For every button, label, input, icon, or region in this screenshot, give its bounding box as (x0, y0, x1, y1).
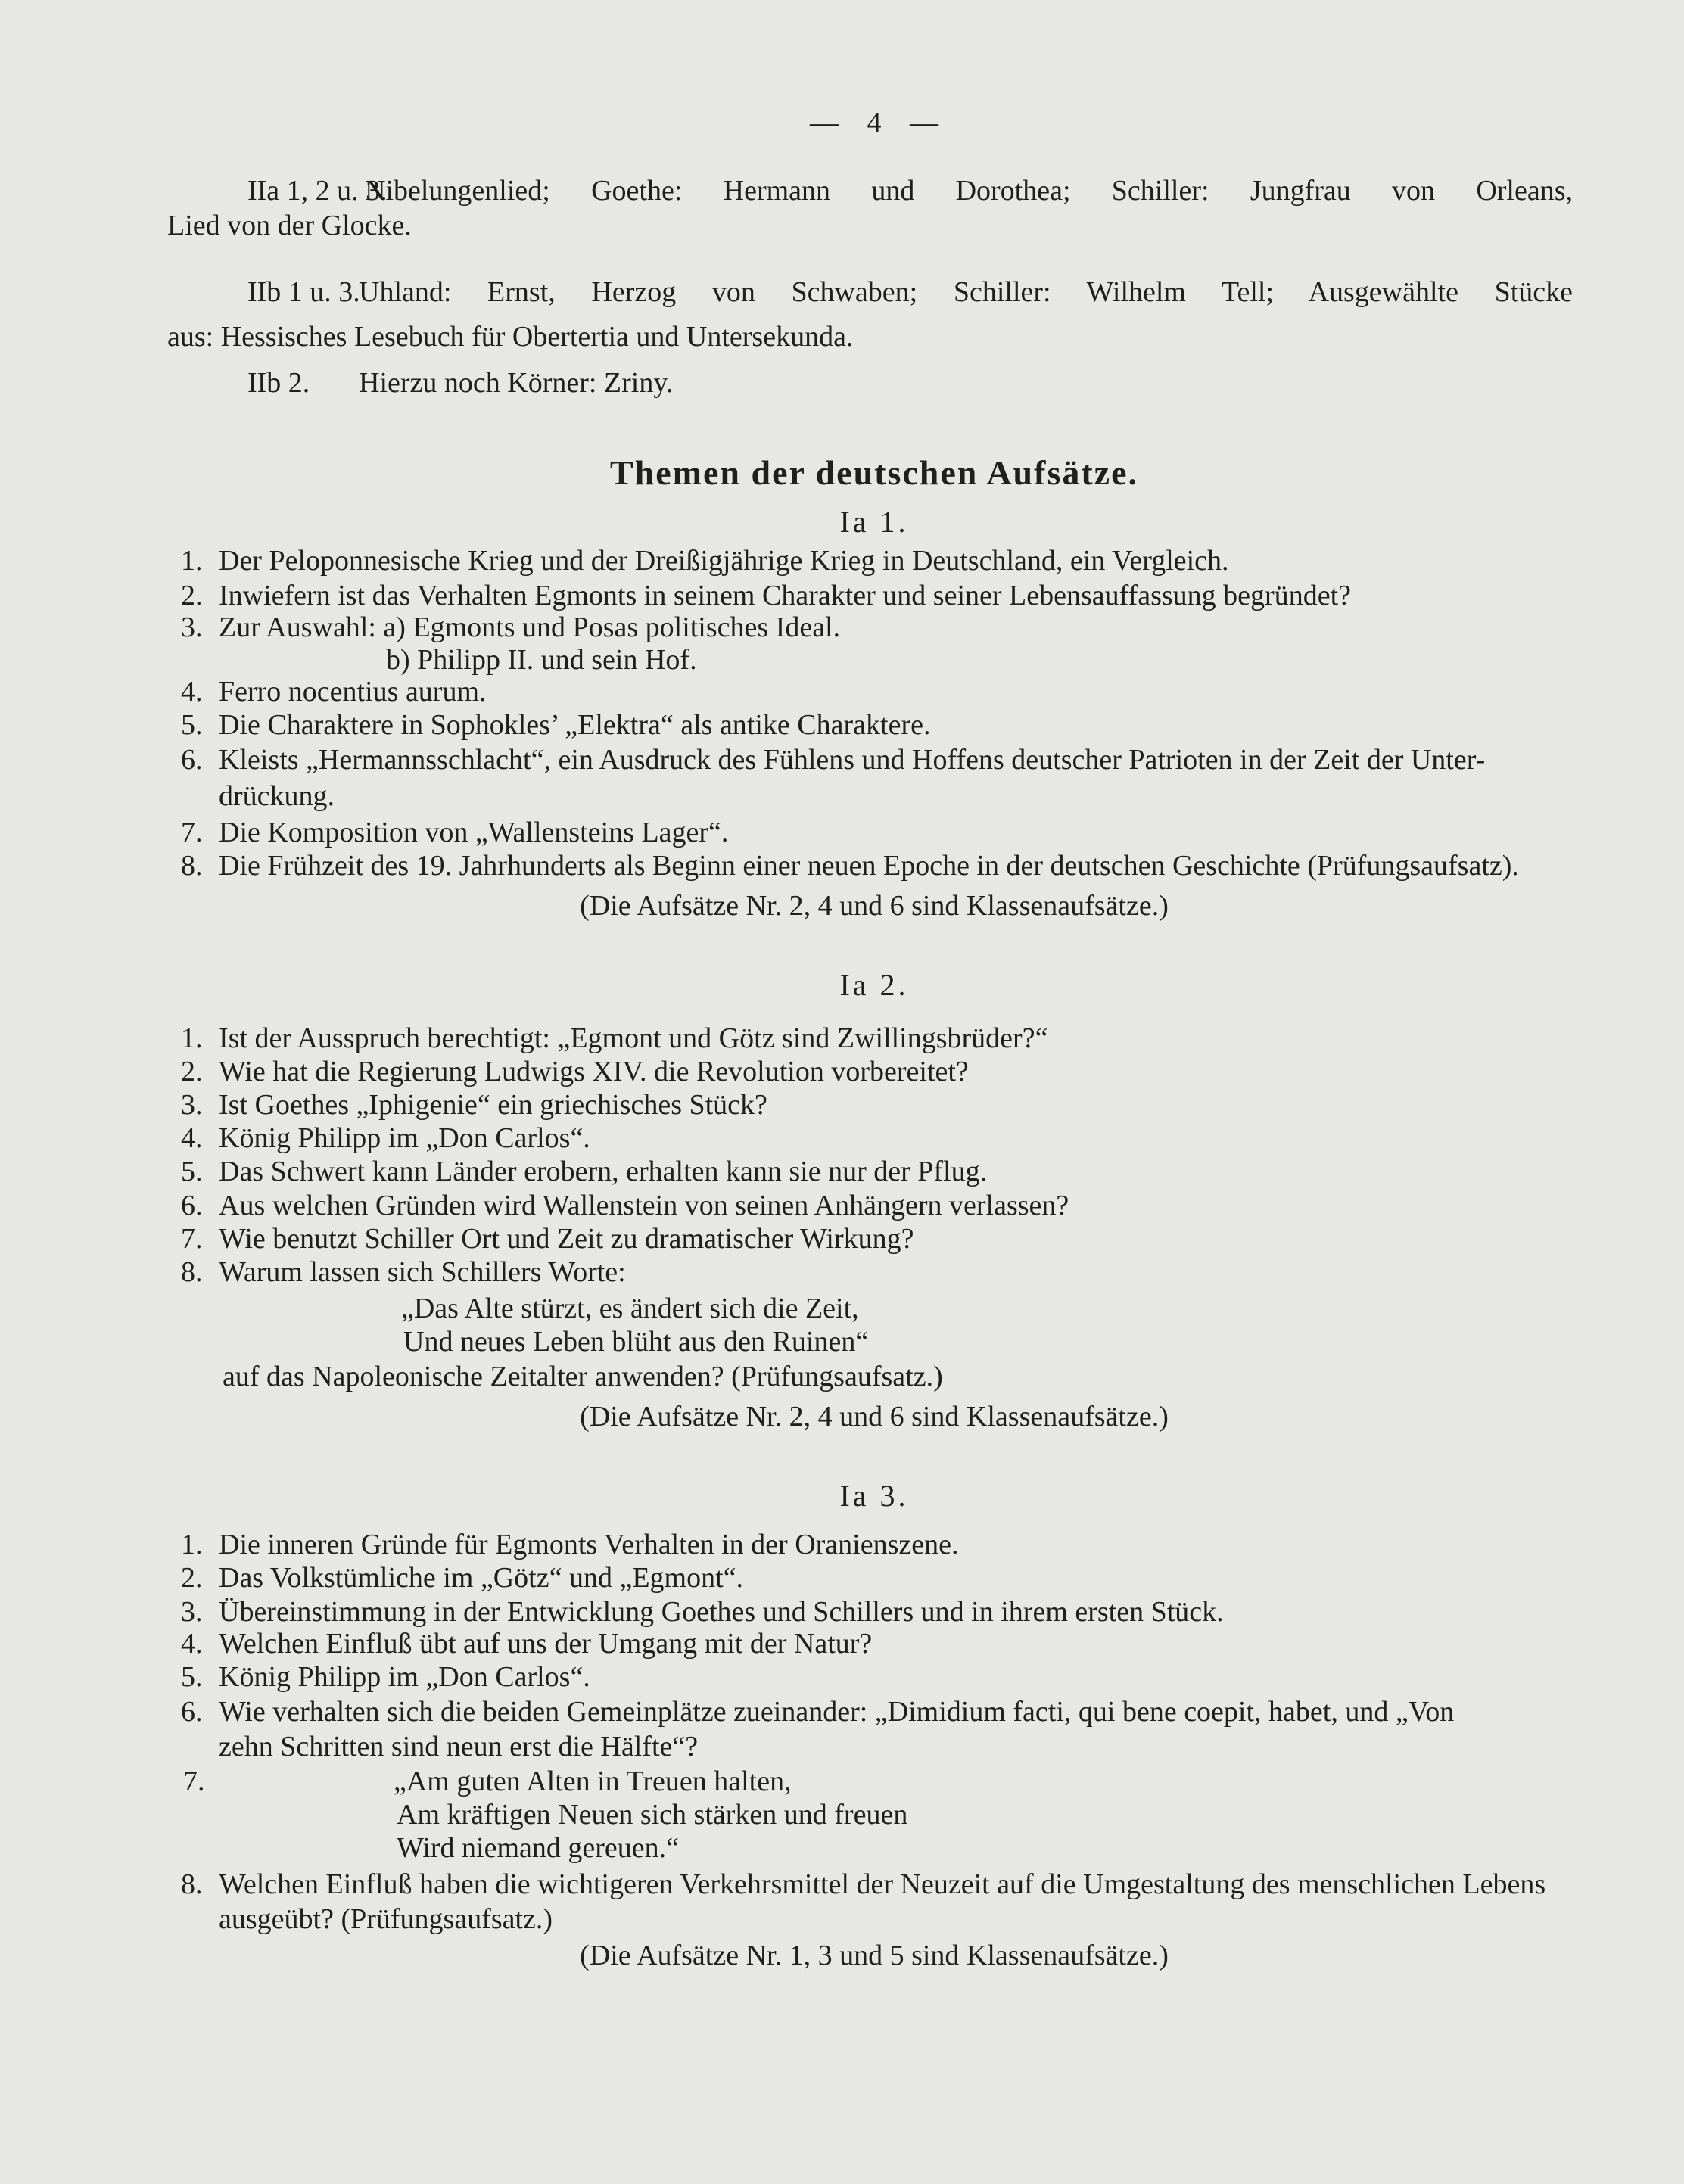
topic-text: Kleists „Hermannsschlacht“, ein Ausdruck des Fühlens und Hoffens deutscher Patrioten in der Zeit der Unter- (219, 744, 1486, 776)
topic-number: 7. (183, 1766, 205, 1797)
page-title: Themen der deutschen Aufsätze. (609, 453, 1139, 492)
quoted-verse-line: Am kräftigen Neuen sich stärken und freuen (397, 1799, 908, 1831)
topic-number: 8. (181, 1868, 203, 1900)
section-note: (Die Aufsätze Nr. 2, 4 und 6 sind Klassenaufsätze.) (580, 890, 1169, 922)
topic-text: Der Peloponnesische Krieg und der Dreißigjährige Krieg in Deutschland, ein Vergleich. (219, 545, 1229, 577)
topic-text: Die inneren Gründe für Egmonts Verhalten in der Oranienszene. (219, 1529, 959, 1560)
topic-number: 1. (181, 545, 203, 577)
topic-text: Übereinstimmung in der Entwicklung Goethes und Schillers und in ihrem ersten Stück. (219, 1596, 1224, 1628)
section-heading: Ia 2. (839, 968, 909, 1002)
topic-number: 7. (181, 817, 203, 848)
reading-label: IIb 1 u. 3. (247, 276, 360, 308)
topic-text: König Philipp im „Don Carlos“. (219, 1661, 590, 1693)
topic-text: Die Frühzeit des 19. Jahrhunderts als Beginn einer neuen Epoche in der deutschen Geschichte (Prüfungsaufsatz). (219, 850, 1519, 882)
topic-number: 8. (181, 1256, 203, 1288)
reading-text-continuation: Lied von der Glocke. (167, 210, 412, 241)
quoted-verse-line: Wird niemand gereuen.“ (397, 1832, 680, 1864)
topic-text-continuation: zehn Schritten sind neun erst die Hälfte“? (219, 1731, 699, 1762)
topic-number: 1. (181, 1022, 203, 1054)
topic-number: 8. (181, 850, 203, 882)
reading-text: Nibelungenlied; Goethe: Hermann und Dorothea; Schiller: Jungfrau von Orleans, (365, 175, 1573, 207)
topic-text: Wie hat die Regierung Ludwigs XIV. die Revolution vorbereitet? (219, 1056, 969, 1087)
topic-text: Aus welchen Gründen wird Wallenstein von seinen Anhängern verlassen? (219, 1190, 1069, 1221)
topic-text: Wie verhalten sich die beiden Gemeinplätze zueinander: „Dimidium facti, qui bene coepit, habet, und „Von (219, 1696, 1455, 1728)
topic-text: Zur Auswahl: a) Egmonts und Posas politisches Ideal. (219, 611, 841, 643)
section-note: (Die Aufsätze Nr. 2, 4 und 6 sind Klassenaufsätze.) (580, 1401, 1169, 1433)
topic-number: 4. (181, 1122, 203, 1154)
topic-text: Wie benutzt Schiller Ort und Zeit zu dramatischer Wirkung? (219, 1223, 914, 1255)
quoted-verse-line: „Am guten Alten in Treuen halten, (394, 1766, 792, 1797)
page-number: — 4 — (810, 107, 938, 138)
topic-number: 5. (181, 709, 203, 741)
topic-text-continuation: auf das Napoleonische Zeitalter anwenden? (Prüfungsaufsatz.) (223, 1361, 943, 1392)
topic-number: 5. (181, 1156, 203, 1187)
topic-number: 4. (181, 676, 203, 708)
quoted-verse-line: Und neues Leben blüht aus den Ruinen“ (403, 1326, 869, 1358)
topic-text-option-b: b) Philipp II. und sein Hof. (386, 644, 697, 676)
topic-text: Welchen Einfluß haben die wichtigeren Verkehrsmittel der Neuzeit auf die Umgestaltung des menschlichen Lebens (219, 1868, 1546, 1900)
topic-text: Ferro nocentius aurum. (219, 676, 487, 708)
reading-text-continuation: aus: Hessisches Lesebuch für Obertertia und Untersekunda. (167, 321, 854, 353)
topic-text: Ist der Ausspruch berechtigt: „Egmont und Götz sind Zwillingsbrüder?“ (219, 1022, 1048, 1054)
topic-text: Das Volkstümliche im „Götz“ und „Egmont“. (219, 1562, 744, 1594)
topic-text: Die Komposition von „Wallensteins Lager“. (219, 817, 729, 848)
section-note: (Die Aufsätze Nr. 1, 3 und 5 sind Klassenaufsätze.) (580, 1940, 1169, 1971)
topic-number: 2. (181, 580, 203, 611)
topic-number: 7. (181, 1223, 203, 1255)
topic-number: 6. (181, 1696, 203, 1728)
topic-text: Welchen Einfluß übt auf uns der Umgang mit der Natur? (219, 1628, 873, 1660)
reading-label: IIb 2. (247, 367, 310, 399)
reading-text: Uhland: Ernst, Herzog von Schwaben; Schiller: Wilhelm Tell; Ausgewählte Stücke (359, 276, 1573, 308)
topic-number: 5. (181, 1661, 203, 1693)
topic-text-continuation: ausgeübt? (Prüfungsaufsatz.) (219, 1903, 553, 1935)
topic-text: Warum lassen sich Schillers Worte: (219, 1256, 626, 1288)
topic-number: 6. (181, 744, 203, 776)
reading-label: IIa 1, 2 u. 3. (247, 175, 388, 207)
topic-number: 1. (181, 1529, 203, 1560)
topic-number: 6. (181, 1190, 203, 1221)
topic-text: Ist Goethes „Iphigenie“ ein griechisches Stück? (219, 1089, 767, 1121)
topic-number: 3. (181, 1089, 203, 1121)
topic-number: 2. (181, 1562, 203, 1594)
section-heading: Ia 1. (839, 505, 909, 539)
topic-text: König Philipp im „Don Carlos“. (219, 1122, 590, 1154)
topic-number: 2. (181, 1056, 203, 1087)
topic-text: Inwiefern ist das Verhalten Egmonts in seinem Charakter und seiner Lebensauffassung begründet? (219, 580, 1351, 611)
topic-text: Das Schwert kann Länder erobern, erhalten kann sie nur der Pflug. (219, 1156, 988, 1187)
topic-text-continuation: drückung. (219, 780, 335, 812)
topic-number: 3. (181, 611, 203, 643)
topic-text: Die Charaktere in Sophokles’ „Elektra“ als antike Charaktere. (219, 709, 931, 741)
quoted-verse-line: „Das Alte stürzt, es ändert sich die Zeit, (401, 1293, 859, 1324)
reading-text: Hierzu noch Körner: Zriny. (359, 367, 674, 399)
section-heading: Ia 3. (839, 1479, 909, 1513)
topic-number: 4. (181, 1628, 203, 1660)
topic-number: 3. (181, 1596, 203, 1628)
